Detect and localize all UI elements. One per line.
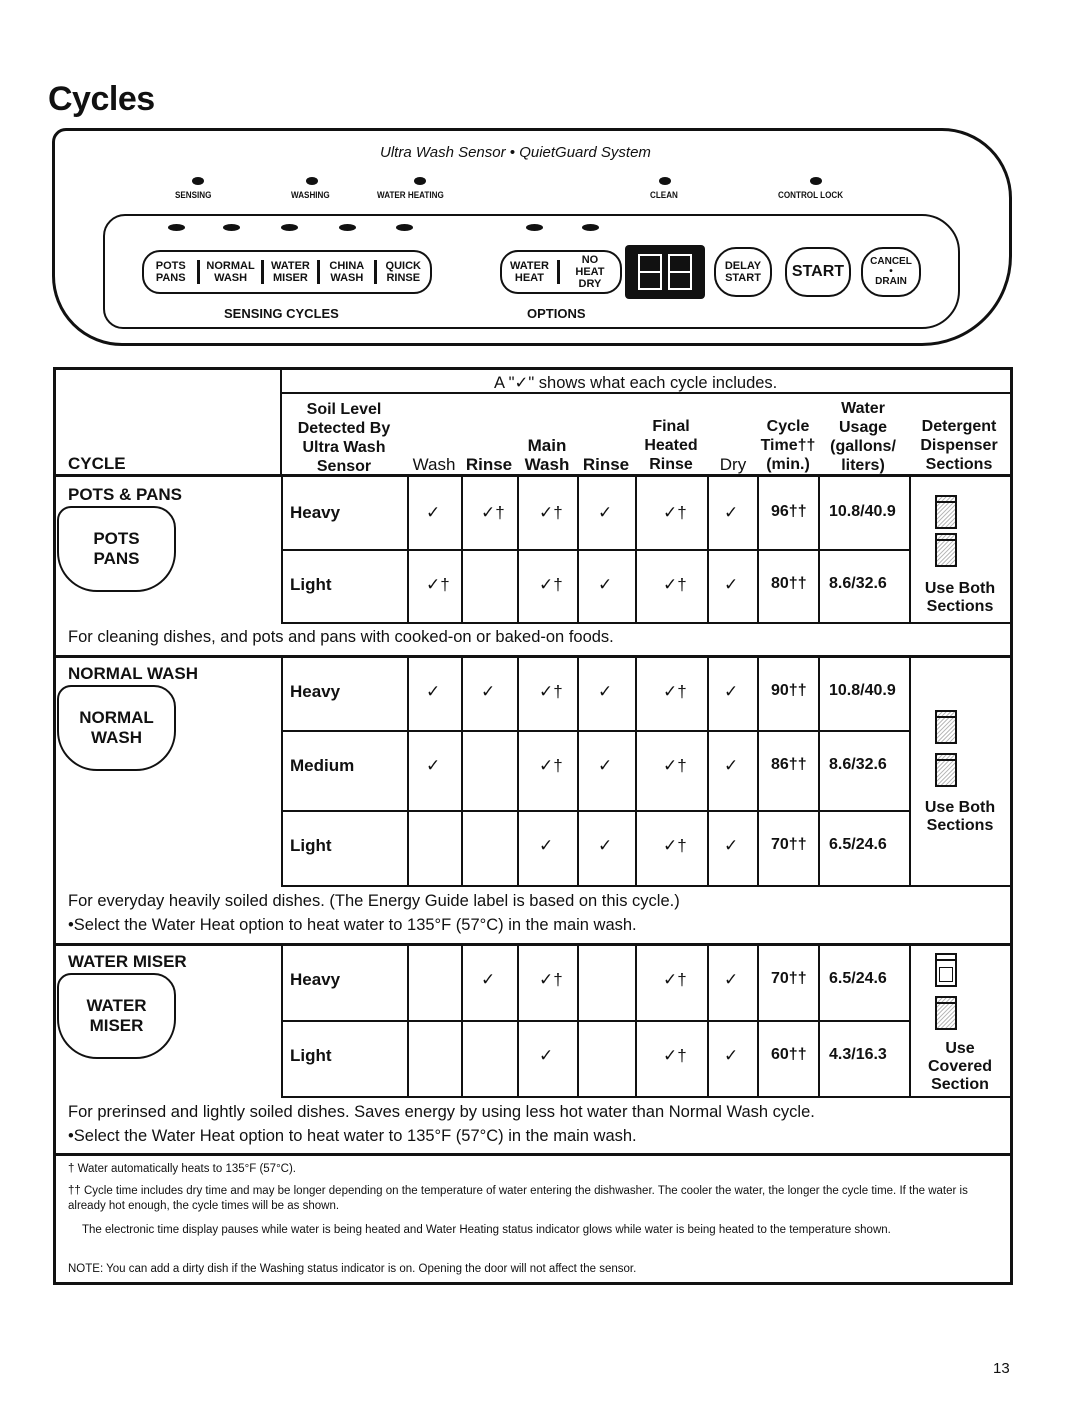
check-mark: ✓ bbox=[724, 836, 739, 855]
check-mark: ✓ bbox=[598, 756, 613, 775]
check-mark: ✓† bbox=[539, 756, 563, 775]
column-rule bbox=[635, 477, 637, 622]
check-mark: ✓† bbox=[663, 1046, 687, 1065]
check-mark: ✓† bbox=[539, 970, 563, 989]
soil-level: Light bbox=[290, 575, 332, 594]
column-rule bbox=[818, 944, 820, 1096]
water-usage: 10.8/40.9 bbox=[829, 682, 896, 699]
column-rule bbox=[281, 944, 283, 1096]
column-rule bbox=[909, 656, 911, 885]
column-rule bbox=[757, 944, 759, 1096]
soil-level: Heavy bbox=[290, 682, 341, 701]
indicator-dot bbox=[414, 177, 426, 185]
col-soil-level: Soil Level Detected By Ultra Wash Sensor bbox=[297, 401, 391, 475]
cycle-name: WATER MISER bbox=[68, 952, 187, 971]
row-rule bbox=[281, 885, 1010, 887]
indicator-dot bbox=[810, 177, 822, 185]
start-button[interactable]: START bbox=[785, 247, 851, 297]
cycle-time: 70†† bbox=[771, 836, 807, 853]
cycle-time: 96†† bbox=[771, 503, 807, 520]
detergent-note: Use Covered Section bbox=[927, 1040, 993, 1093]
cycle-light bbox=[281, 224, 298, 231]
column-rule bbox=[461, 477, 463, 622]
options-label: OPTIONS bbox=[527, 306, 586, 321]
display-digit bbox=[638, 254, 662, 290]
water-usage: 6.5/24.6 bbox=[829, 970, 887, 987]
col-rinse: Rinse bbox=[465, 455, 513, 474]
col-cycle: CYCLE bbox=[68, 454, 126, 473]
option-light bbox=[582, 224, 599, 231]
check-mark: ✓ bbox=[724, 970, 739, 989]
check-mark: ✓ bbox=[539, 836, 554, 855]
sensing-cycle-buttons bbox=[142, 250, 432, 294]
water-usage: 4.3/16.3 bbox=[829, 1046, 887, 1063]
row-rule bbox=[281, 810, 909, 812]
delay-start-button[interactable]: DELAY START bbox=[714, 247, 772, 297]
detergent-note: Use Both Sections bbox=[924, 580, 996, 615]
indicator-label-water-heating: WATER HEATING bbox=[377, 190, 444, 200]
option-light bbox=[526, 224, 543, 231]
cancel-drain-button[interactable]: CANCEL • DRAIN bbox=[861, 247, 921, 297]
indicator-label-washing: WASHING bbox=[291, 190, 330, 200]
sensing-cycles-label: SENSING CYCLES bbox=[224, 306, 339, 321]
column-rule bbox=[707, 656, 709, 885]
column-rule bbox=[407, 477, 409, 622]
check-mark: ✓ bbox=[426, 756, 441, 775]
check-mark: ✓† bbox=[663, 503, 687, 522]
col-cycle-time: Cycle Time†† (min.) bbox=[760, 418, 816, 473]
cycle-time: 60†† bbox=[771, 1046, 807, 1063]
column-rule bbox=[577, 477, 579, 622]
cycle-description: For cleaning dishes, and pots and pans with cooked-on or baked-on foods. bbox=[68, 628, 614, 646]
column-rule bbox=[577, 944, 579, 1096]
col-wash: Wash bbox=[412, 455, 456, 474]
check-mark: ✓ bbox=[724, 503, 739, 522]
water-heat-button[interactable]: WATER HEAT bbox=[502, 260, 560, 284]
row-rule bbox=[281, 1020, 909, 1022]
water-usage: 6.5/24.6 bbox=[829, 836, 887, 853]
col-water-usage: Water Usage (gallons/ liters) bbox=[830, 400, 896, 474]
section-rule bbox=[56, 655, 1010, 658]
footnote-note: NOTE: You can add a dirty dish if the Washing status indicator is on. Opening the door will not affect the sensor. bbox=[68, 1263, 637, 1275]
column-rule bbox=[281, 477, 283, 622]
column-rule bbox=[281, 656, 283, 885]
column-rule bbox=[461, 656, 463, 885]
check-mark: ✓ bbox=[724, 756, 739, 775]
cycle-light bbox=[396, 224, 413, 231]
column-rule bbox=[707, 944, 709, 1096]
column-rule bbox=[818, 656, 820, 885]
column-rule bbox=[757, 656, 759, 885]
soil-level: Light bbox=[290, 836, 332, 855]
column-rule bbox=[818, 477, 820, 622]
cycle-name: POTS & PANS bbox=[68, 485, 182, 504]
column-rule bbox=[517, 477, 519, 622]
water-usage: 10.8/40.9 bbox=[829, 503, 896, 520]
row-rule bbox=[281, 622, 1010, 624]
display-digit bbox=[668, 254, 692, 290]
check-mark: ✓ bbox=[426, 682, 441, 701]
no-heat-dry-button[interactable]: NO HEAT DRY bbox=[575, 254, 605, 290]
quick-rinse-button[interactable]: QUICK RINSE bbox=[385, 260, 421, 284]
check-mark: ✓† bbox=[663, 575, 687, 594]
pots-pans-button[interactable]: POTS PANS bbox=[144, 260, 200, 284]
footnote-double-dagger: †† Cycle time includes dry time and may be longer depending on the temperature of water entering the dishwasher. The cooler the water, the longer the cycle time. If the water is already hot enough, the cycle times will be as shown. bbox=[68, 1185, 968, 1212]
footnote-dagger: † Water automatically heats to 135°F (57°C). bbox=[68, 1163, 297, 1175]
check-mark: ✓ bbox=[481, 682, 496, 701]
cycle-option-note: •Select the Water Heat option to heat water to 135°F (57°C) in the main wash. bbox=[68, 916, 637, 934]
cycle-name: NORMAL WASH bbox=[68, 664, 199, 683]
soil-level: Heavy bbox=[290, 503, 341, 522]
check-mark: ✓ bbox=[724, 682, 739, 701]
detergent-cup-icon bbox=[935, 996, 957, 1030]
col-detergent-dispenser: Detergent Dispenser Sections bbox=[920, 418, 998, 473]
detergent-cup-icon bbox=[935, 953, 957, 987]
column-rule bbox=[577, 656, 579, 885]
check-mark: ✓† bbox=[539, 575, 563, 594]
check-mark: ✓† bbox=[539, 682, 563, 701]
column-rule bbox=[407, 944, 409, 1096]
cycle-description: For everyday heavily soiled dishes. (The Energy Guide label is based on this cycle.) bbox=[68, 892, 680, 910]
column-rule bbox=[757, 477, 759, 622]
normal-wash-button[interactable]: NORMAL WASH bbox=[200, 260, 263, 284]
table-caption: A "✓" shows what each cycle includes. bbox=[494, 374, 778, 392]
panel-header: Ultra Wash Sensor • QuietGuard System bbox=[380, 144, 651, 161]
detergent-note: Use Both Sections bbox=[924, 799, 996, 834]
check-mark: ✓† bbox=[663, 970, 687, 989]
col-final-heated-rinse: Final Heated Rinse bbox=[644, 418, 698, 473]
option-buttons bbox=[500, 250, 622, 294]
section-rule bbox=[56, 1153, 1010, 1156]
check-mark: ✓† bbox=[663, 682, 687, 701]
indicator-dot bbox=[192, 177, 204, 185]
check-mark: ✓ bbox=[598, 503, 613, 522]
cycle-light bbox=[168, 224, 185, 231]
detergent-cup-icon bbox=[935, 753, 957, 787]
column-rule bbox=[461, 944, 463, 1096]
indicator-dot bbox=[306, 177, 318, 185]
cycle-option-note: •Select the Water Heat option to heat water to 135°F (57°C) in the main wash. bbox=[68, 1127, 637, 1145]
check-mark: ✓† bbox=[481, 503, 505, 522]
indicator-label-control-lock: CONTROL LOCK bbox=[778, 190, 844, 200]
china-wash-button[interactable]: CHINA WASH bbox=[320, 260, 376, 284]
detergent-cup-icon bbox=[935, 710, 957, 744]
check-mark: ✓ bbox=[598, 682, 613, 701]
col-dry: Dry bbox=[719, 455, 747, 474]
column-rule bbox=[635, 656, 637, 885]
check-mark: ✓† bbox=[663, 756, 687, 775]
page-number: 13 bbox=[993, 1360, 1010, 1377]
cycle-button-icon: POTS PANS bbox=[57, 506, 176, 592]
check-mark: ✓ bbox=[598, 575, 613, 594]
row-rule bbox=[281, 549, 909, 551]
page-title: Cycles bbox=[48, 80, 155, 118]
check-mark: ✓ bbox=[481, 970, 496, 989]
indicator-dot bbox=[659, 177, 671, 185]
check-mark: ✓† bbox=[663, 836, 687, 855]
check-mark: ✓† bbox=[426, 575, 450, 594]
cycle-time: 90†† bbox=[771, 682, 807, 699]
column-rule bbox=[707, 477, 709, 622]
column-rule bbox=[517, 944, 519, 1096]
detergent-cup-icon bbox=[935, 533, 957, 567]
check-mark: ✓ bbox=[724, 1046, 739, 1065]
check-mark: ✓ bbox=[539, 1046, 554, 1065]
water-usage: 8.6/32.6 bbox=[829, 756, 887, 773]
cycle-time: 86†† bbox=[771, 756, 807, 773]
check-mark: ✓ bbox=[598, 836, 613, 855]
check-mark: ✓† bbox=[539, 503, 563, 522]
row-rule bbox=[281, 1096, 1010, 1098]
row-rule bbox=[281, 730, 909, 732]
detergent-cup-icon bbox=[935, 495, 957, 529]
footnote-display: The electronic time display pauses while water is being heated and Water Heating status indicator glows while water is being heated to the temperature shown. bbox=[82, 1224, 891, 1236]
column-rule bbox=[407, 656, 409, 885]
section-rule bbox=[56, 943, 1010, 946]
column-rule bbox=[635, 944, 637, 1096]
cycle-button-icon: NORMAL WASH bbox=[57, 685, 176, 771]
col-main-wash: Main Wash bbox=[524, 436, 570, 474]
indicator-label-sensing: SENSING bbox=[175, 190, 212, 200]
cycle-button-icon: WATER MISER bbox=[57, 973, 176, 1059]
time-display bbox=[625, 245, 705, 299]
cycle-light bbox=[223, 224, 240, 231]
soil-level: Medium bbox=[290, 756, 355, 775]
soil-level: Heavy bbox=[290, 970, 341, 989]
indicator-label-clean: CLEAN bbox=[650, 190, 678, 200]
cycle-time: 80†† bbox=[771, 575, 807, 592]
check-mark: ✓ bbox=[724, 575, 739, 594]
water-miser-button[interactable]: WATER MISER bbox=[264, 260, 320, 284]
col-rinse-2: Rinse bbox=[582, 455, 630, 474]
cycle-description: For prerinsed and lightly soiled dishes. Saves energy by using less hot water than Normal Wash cycle. bbox=[68, 1103, 815, 1121]
check-mark: ✓ bbox=[426, 503, 441, 522]
water-usage: 8.6/32.6 bbox=[829, 575, 887, 592]
cycle-light bbox=[339, 224, 356, 231]
soil-level: Light bbox=[290, 1046, 332, 1065]
cycle-time: 70†† bbox=[771, 970, 807, 987]
column-rule bbox=[517, 656, 519, 885]
